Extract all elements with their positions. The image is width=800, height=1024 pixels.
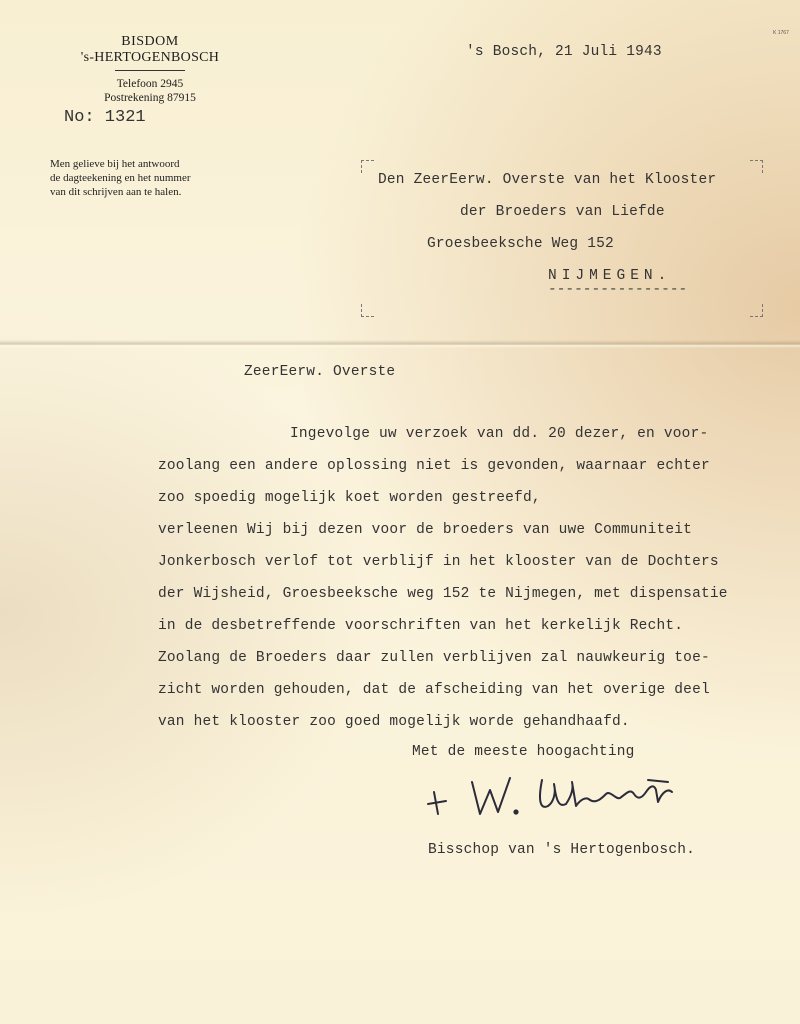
letterhead-note-line: de dagteekening en het nummer xyxy=(50,172,191,184)
body-line: verleenen Wij bij dezen voor de broeders van uwe Communiteit xyxy=(158,522,693,538)
reference-code: K 1767 xyxy=(773,30,789,36)
body-line: zoo spoedig mogelijk koet worden gestreefd, xyxy=(158,490,541,506)
address-window-corner xyxy=(750,304,763,317)
letterhead-note-line: van dit schrijven aan te halen. xyxy=(50,186,182,198)
letterhead-phone: Telefoon 2945 xyxy=(116,78,184,90)
address-window-corner xyxy=(750,160,763,173)
address-line-street: Groesbeeksche Weg 152 xyxy=(427,236,614,252)
body-line: Zoolang de Broeders daar zullen verblijven zal nauwkeurig toe- xyxy=(158,650,710,666)
address-window-corner xyxy=(361,160,374,173)
body-line: Ingevolge uw verzoek van dd. 20 dezer, en voor- xyxy=(290,426,709,442)
letter-date: 's Bosch, 21 Juli 1943 xyxy=(466,44,662,60)
address-underline: ---------------- xyxy=(548,282,688,298)
body-line: van het klooster zoo goed mogelijk worde gehandhaafd. xyxy=(158,714,630,730)
body-line: der Wijsheid, Groesbeeksche weg 152 te Nijmegen, met dispensatie xyxy=(158,586,728,602)
letter-number: No: 1321 xyxy=(64,108,146,127)
address-line-city: NIJMEGEN. xyxy=(548,268,672,284)
letterhead-city: 's-HERTOGENBOSCH xyxy=(80,50,220,65)
letterhead-diocese: BISDOM xyxy=(121,34,179,49)
signer-title: Bisschop van 's Hertogenbosch. xyxy=(428,842,696,858)
handwritten-signature xyxy=(420,770,700,840)
body-line: in de desbetreffende voorschriften van het kerkelijk Recht. xyxy=(158,618,684,634)
address-line-order: der Broeders van Liefde xyxy=(460,204,665,220)
body-line: zoolang een andere oplossing niet is gevonden, waarnaar echter xyxy=(158,458,710,474)
body-line: zicht worden gehouden, dat de afscheiding van het overige deel xyxy=(158,682,710,698)
salutation: ZeerEerw. Overste xyxy=(244,364,396,380)
address-window-corner xyxy=(361,304,374,317)
body-line: Jonkerbosch verlof tot verblijf in het klooster van de Dochters xyxy=(158,554,719,570)
address-line-recipient: Den ZeerEerw. Overste van het Klooster xyxy=(378,172,717,188)
letterhead-postal-account: Postrekening 87915 xyxy=(104,92,196,104)
letterhead-divider xyxy=(115,70,185,71)
paper-fold-crease xyxy=(0,340,800,348)
closing-phrase: Met de meeste hoogachting xyxy=(412,744,635,760)
letterhead-note-line: Men gelieve bij het antwoord xyxy=(50,158,180,170)
